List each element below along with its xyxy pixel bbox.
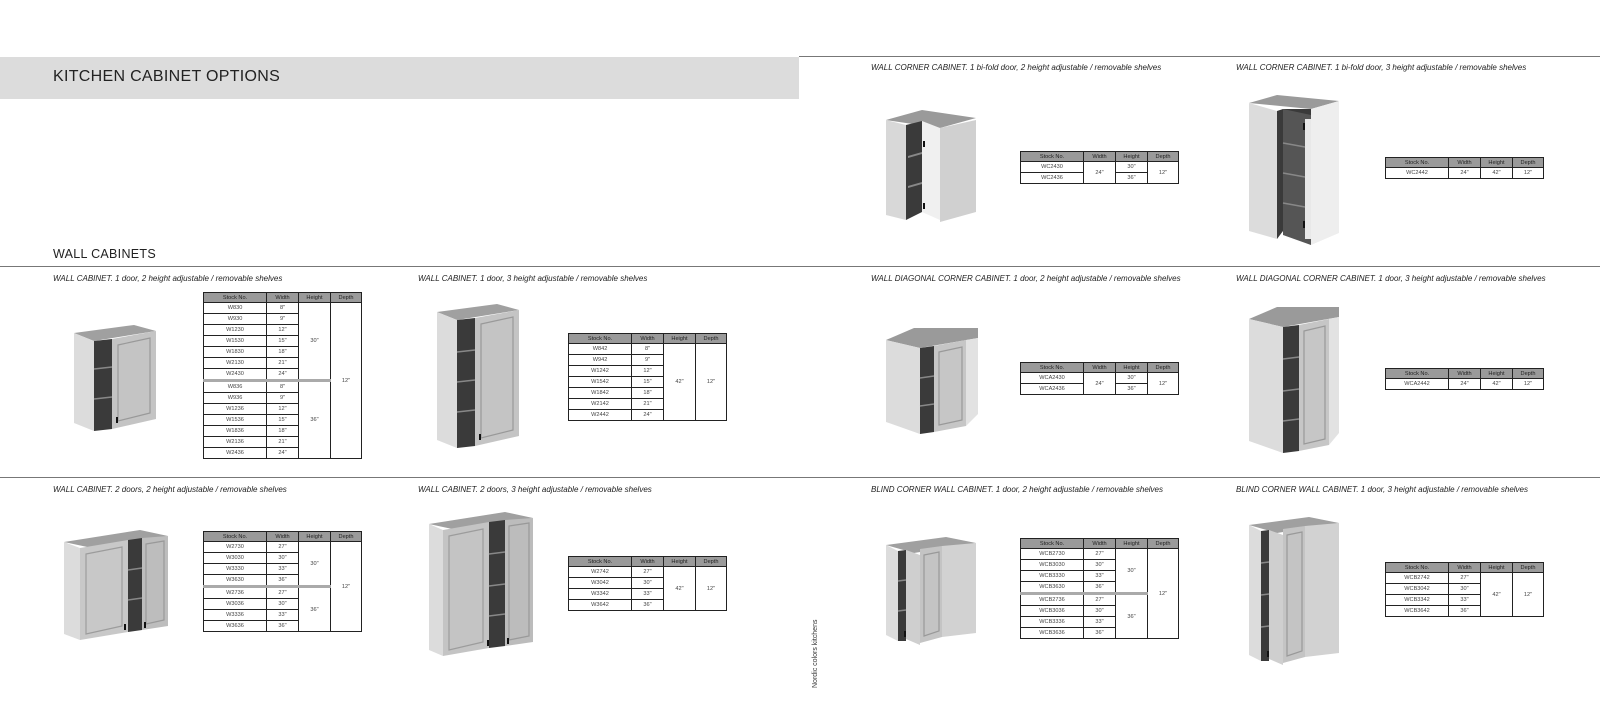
- col-depth: Depth: [1148, 539, 1179, 549]
- stock-cell: WCA2436: [1021, 384, 1084, 395]
- width-cell: 30": [1084, 560, 1116, 571]
- width-cell: 33": [267, 610, 299, 621]
- width-cell: 27": [1084, 549, 1116, 560]
- col-width: Width: [632, 334, 664, 344]
- spec-table-w-1door-42: [568, 333, 727, 421]
- spec-table-wcb-42: [1385, 562, 1544, 617]
- stock-cell: W2430: [204, 369, 267, 381]
- height-cell: 30": [1116, 162, 1148, 173]
- width-cell: 27": [1449, 573, 1481, 584]
- width-cell: 33": [1449, 595, 1481, 606]
- height-cell: 42": [1481, 573, 1513, 617]
- height-cell: 42": [1481, 379, 1513, 390]
- width-cell: 36": [1084, 582, 1116, 594]
- depth-cell: 12": [696, 567, 727, 611]
- stock-cell: W3636: [204, 621, 267, 632]
- stock-cell: WCB2736: [1021, 594, 1084, 606]
- col-stock: Stock No.: [1021, 539, 1084, 549]
- col-width: Width: [1084, 363, 1116, 373]
- width-cell: 33": [632, 589, 664, 600]
- table-row: [569, 344, 727, 355]
- stock-cell: W1836: [204, 426, 267, 437]
- caption-wca-2shelf: WALL DIAGONAL CORNER CABINET. 1 door, 2 height adjustable / removable shelves: [871, 274, 1181, 283]
- height-cell: 42": [1481, 168, 1513, 179]
- col-width: Width: [1084, 152, 1116, 162]
- stock-cell: W1830: [204, 347, 267, 358]
- table-row: [204, 542, 362, 553]
- stock-cell: W3036: [204, 599, 267, 610]
- col-height: Height: [664, 557, 696, 567]
- height-cell: 30": [299, 303, 331, 381]
- col-depth: Depth: [331, 532, 362, 542]
- col-width: Width: [1449, 158, 1481, 168]
- width-cell: 18": [267, 426, 299, 437]
- caption-w-1door-2shelf: WALL CABINET. 1 door, 2 height adjustable / removable shelves: [53, 274, 283, 283]
- col-depth: Depth: [1148, 363, 1179, 373]
- width-cell: 27": [267, 542, 299, 553]
- spec-table-wca-42: [1385, 368, 1544, 390]
- col-depth: Depth: [1513, 369, 1544, 379]
- stock-cell: W942: [569, 355, 632, 366]
- col-stock: Stock No.: [1021, 152, 1084, 162]
- table-header: [1021, 363, 1179, 373]
- col-stock: Stock No.: [1386, 563, 1449, 573]
- depth-cell: 12": [1513, 379, 1544, 390]
- col-stock: Stock No.: [1386, 369, 1449, 379]
- col-height: Height: [1116, 152, 1148, 162]
- col-width: Width: [1449, 369, 1481, 379]
- col-height: Height: [1481, 369, 1513, 379]
- table-row: [204, 303, 362, 314]
- stock-cell: W2730: [204, 542, 267, 553]
- divider-row-1: [0, 266, 1600, 267]
- width-cell: 24": [267, 369, 299, 381]
- col-height: Height: [1481, 158, 1513, 168]
- width-cell: 15": [267, 336, 299, 347]
- col-depth: Depth: [696, 557, 727, 567]
- stock-cell: WCB3630: [1021, 582, 1084, 594]
- width-cell: 8": [632, 344, 664, 355]
- caption-w-1door-3shelf: WALL CABINET. 1 door, 3 height adjustable / removable shelves: [418, 274, 648, 283]
- width-cell: 27": [1084, 594, 1116, 606]
- stock-cell: WCB3336: [1021, 617, 1084, 628]
- table-row: [1386, 573, 1544, 584]
- depth-cell: 12": [331, 542, 362, 632]
- col-height: Height: [1116, 363, 1148, 373]
- stock-cell: W3030: [204, 553, 267, 564]
- caption-w-2door-2shelf: WALL CABINET. 2 doors, 2 height adjustable / removable shelves: [53, 485, 287, 494]
- height-cell: 30": [1116, 549, 1148, 594]
- height-cell: 30": [1116, 373, 1148, 384]
- col-height: Height: [664, 334, 696, 344]
- col-depth: Depth: [1148, 152, 1179, 162]
- stock-cell: W936: [204, 393, 267, 404]
- col-depth: Depth: [331, 293, 362, 303]
- stock-cell: W2130: [204, 358, 267, 369]
- caption-wcb-3shelf: BLIND CORNER WALL CABINET. 1 door, 3 height adjustable / removable shelves: [1236, 485, 1528, 494]
- col-width: Width: [1449, 563, 1481, 573]
- col-height: Height: [299, 293, 331, 303]
- spec-table-w-2door: [203, 531, 362, 632]
- height-cell: 36": [1116, 173, 1148, 184]
- caption-wc-3shelf: WALL CORNER CABINET. 1 bi-fold door, 3 height adjustable / removable shelves: [1236, 63, 1527, 72]
- width-cell: 36": [267, 621, 299, 632]
- stock-cell: W3336: [204, 610, 267, 621]
- width-cell: 24": [1449, 379, 1481, 390]
- width-cell: 21": [632, 399, 664, 410]
- stock-cell: W2442: [569, 410, 632, 421]
- caption-wc-2shelf: WALL CORNER CABINET. 1 bi-fold door, 2 height adjustable / removable shelves: [871, 63, 1162, 72]
- width-cell: 15": [632, 377, 664, 388]
- col-stock: Stock No.: [204, 532, 267, 542]
- width-cell: 21": [267, 358, 299, 369]
- stock-cell: W1530: [204, 336, 267, 347]
- stock-cell: WC2436: [1021, 173, 1084, 184]
- divider-top: [799, 56, 1600, 57]
- col-width: Width: [1084, 539, 1116, 549]
- width-cell: 36": [1084, 628, 1116, 639]
- stock-cell: W3342: [569, 589, 632, 600]
- wall-cabinet-2door-tall-image: [425, 510, 537, 660]
- wall-cabinet-1door-tall-image: [435, 302, 523, 450]
- stock-cell: WCB3636: [1021, 628, 1084, 639]
- depth-cell: 12": [696, 344, 727, 421]
- col-stock: Stock No.: [1386, 158, 1449, 168]
- stock-cell: W2136: [204, 437, 267, 448]
- stock-cell: W2436: [204, 448, 267, 459]
- stock-cell: W3630: [204, 575, 267, 587]
- width-cell: 24": [267, 448, 299, 459]
- stock-cell: WCA2442: [1386, 379, 1449, 390]
- spec-table-wc: [1020, 151, 1179, 184]
- stock-cell: W2142: [569, 399, 632, 410]
- stock-cell: WCB3036: [1021, 606, 1084, 617]
- stock-cell: W830: [204, 303, 267, 314]
- stock-cell: WCB3030: [1021, 560, 1084, 571]
- width-cell: 30": [267, 553, 299, 564]
- depth-cell: 12": [1513, 168, 1544, 179]
- col-height: Height: [299, 532, 331, 542]
- height-cell: 36": [299, 587, 331, 632]
- width-cell: 30": [1084, 606, 1116, 617]
- height-cell: 36": [299, 381, 331, 459]
- width-cell: 27": [267, 587, 299, 599]
- wall-cabinet-1door-image: [72, 323, 160, 435]
- col-width: Width: [632, 557, 664, 567]
- table-header: [1386, 158, 1544, 168]
- width-cell: 18": [267, 347, 299, 358]
- stock-cell: WCB2730: [1021, 549, 1084, 560]
- col-depth: Depth: [1513, 158, 1544, 168]
- stock-cell: W1236: [204, 404, 267, 415]
- stock-cell: W1230: [204, 325, 267, 336]
- table-row: [1386, 168, 1544, 179]
- width-cell: 24": [1084, 373, 1116, 395]
- width-cell: 24": [632, 410, 664, 421]
- width-cell: 12": [267, 404, 299, 415]
- blind-corner-wall-cabinet-tall-image: [1247, 515, 1343, 665]
- table-header: [204, 532, 362, 542]
- side-label: Nordic colors kitchens: [812, 619, 819, 688]
- width-cell: 8": [267, 381, 299, 393]
- table-header: [1386, 563, 1544, 573]
- stock-cell: WCB2742: [1386, 573, 1449, 584]
- width-cell: 36": [267, 575, 299, 587]
- spec-table-wc-42: [1385, 157, 1544, 179]
- stock-cell: W836: [204, 381, 267, 393]
- stock-cell: W2742: [569, 567, 632, 578]
- stock-cell: WCB3642: [1386, 606, 1449, 617]
- stock-cell: WC2430: [1021, 162, 1084, 173]
- stock-cell: W3042: [569, 578, 632, 589]
- stock-cell: WCA2430: [1021, 373, 1084, 384]
- width-cell: 18": [632, 388, 664, 399]
- col-stock: Stock No.: [569, 334, 632, 344]
- width-cell: 27": [632, 567, 664, 578]
- table-header: [1021, 539, 1179, 549]
- width-cell: 36": [632, 600, 664, 611]
- table-header: [1386, 369, 1544, 379]
- table-row: [1021, 373, 1179, 384]
- width-cell: 24": [1084, 162, 1116, 184]
- stock-cell: W842: [569, 344, 632, 355]
- width-cell: 33": [1084, 617, 1116, 628]
- spec-table-w-1door: [203, 292, 362, 459]
- height-cell: 30": [299, 542, 331, 587]
- height-cell: 36": [1116, 384, 1148, 395]
- col-height: Height: [1116, 539, 1148, 549]
- depth-cell: 12": [331, 303, 362, 459]
- wall-diagonal-corner-cabinet-tall-image: [1247, 305, 1343, 455]
- height-cell: 36": [1116, 594, 1148, 639]
- stock-cell: WCB3042: [1386, 584, 1449, 595]
- col-depth: Depth: [696, 334, 727, 344]
- height-cell: 42": [664, 567, 696, 611]
- stock-cell: WC2442: [1386, 168, 1449, 179]
- table-row: [569, 567, 727, 578]
- width-cell: 24": [1449, 168, 1481, 179]
- wall-corner-cabinet-image: [882, 108, 978, 228]
- depth-cell: 12": [1148, 549, 1179, 639]
- width-cell: 12": [632, 366, 664, 377]
- section-title: WALL CABINETS: [53, 247, 156, 261]
- stock-cell: W2736: [204, 587, 267, 599]
- stock-cell: W1536: [204, 415, 267, 426]
- col-stock: Stock No.: [569, 557, 632, 567]
- wall-diagonal-corner-cabinet-image: [884, 324, 980, 436]
- width-cell: 36": [1449, 606, 1481, 617]
- col-width: Width: [267, 532, 299, 542]
- col-stock: Stock No.: [204, 293, 267, 303]
- col-stock: Stock No.: [1021, 363, 1084, 373]
- stock-cell: WCB3330: [1021, 571, 1084, 582]
- blind-corner-wall-cabinet-image: [884, 535, 980, 647]
- width-cell: 30": [267, 599, 299, 610]
- width-cell: 9": [632, 355, 664, 366]
- page-title: KITCHEN CABINET OPTIONS: [53, 68, 281, 85]
- table-header: [1021, 152, 1179, 162]
- col-height: Height: [1481, 563, 1513, 573]
- stock-cell: W1542: [569, 377, 632, 388]
- depth-cell: 12": [1513, 573, 1544, 617]
- table-header: [204, 293, 362, 303]
- width-cell: 9": [267, 393, 299, 404]
- depth-cell: 12": [1148, 162, 1179, 184]
- width-cell: 30": [632, 578, 664, 589]
- stock-cell: W3642: [569, 600, 632, 611]
- width-cell: 33": [267, 564, 299, 575]
- table-header: [569, 334, 727, 344]
- spec-table-wcb: [1020, 538, 1179, 639]
- width-cell: 12": [267, 325, 299, 336]
- width-cell: 15": [267, 415, 299, 426]
- stock-cell: W3330: [204, 564, 267, 575]
- width-cell: 30": [1449, 584, 1481, 595]
- divider-row-2: [0, 477, 1600, 478]
- spec-table-wca: [1020, 362, 1179, 395]
- stock-cell: W930: [204, 314, 267, 325]
- table-row: [1021, 549, 1179, 560]
- col-width: Width: [267, 293, 299, 303]
- caption-wca-3shelf: WALL DIAGONAL CORNER CABINET. 1 door, 3 height adjustable / removable shelves: [1236, 274, 1546, 283]
- wall-corner-cabinet-tall-image: [1247, 93, 1343, 245]
- table-header: [569, 557, 727, 567]
- stock-cell: W1842: [569, 388, 632, 399]
- width-cell: 8": [267, 303, 299, 314]
- stock-cell: WCB3342: [1386, 595, 1449, 606]
- wall-cabinet-2door-image: [60, 528, 172, 642]
- height-cell: 42": [664, 344, 696, 421]
- caption-w-2door-3shelf: WALL CABINET. 2 doors, 3 height adjustable / removable shelves: [418, 485, 652, 494]
- width-cell: 21": [267, 437, 299, 448]
- col-depth: Depth: [1513, 563, 1544, 573]
- table-row: [1386, 379, 1544, 390]
- table-row: [1021, 162, 1179, 173]
- caption-wcb-2shelf: BLIND CORNER WALL CABINET. 1 door, 2 height adjustable / removable shelves: [871, 485, 1163, 494]
- spec-table-w-2door-42: [568, 556, 727, 611]
- depth-cell: 12": [1148, 373, 1179, 395]
- width-cell: 33": [1084, 571, 1116, 582]
- stock-cell: W1242: [569, 366, 632, 377]
- width-cell: 9": [267, 314, 299, 325]
